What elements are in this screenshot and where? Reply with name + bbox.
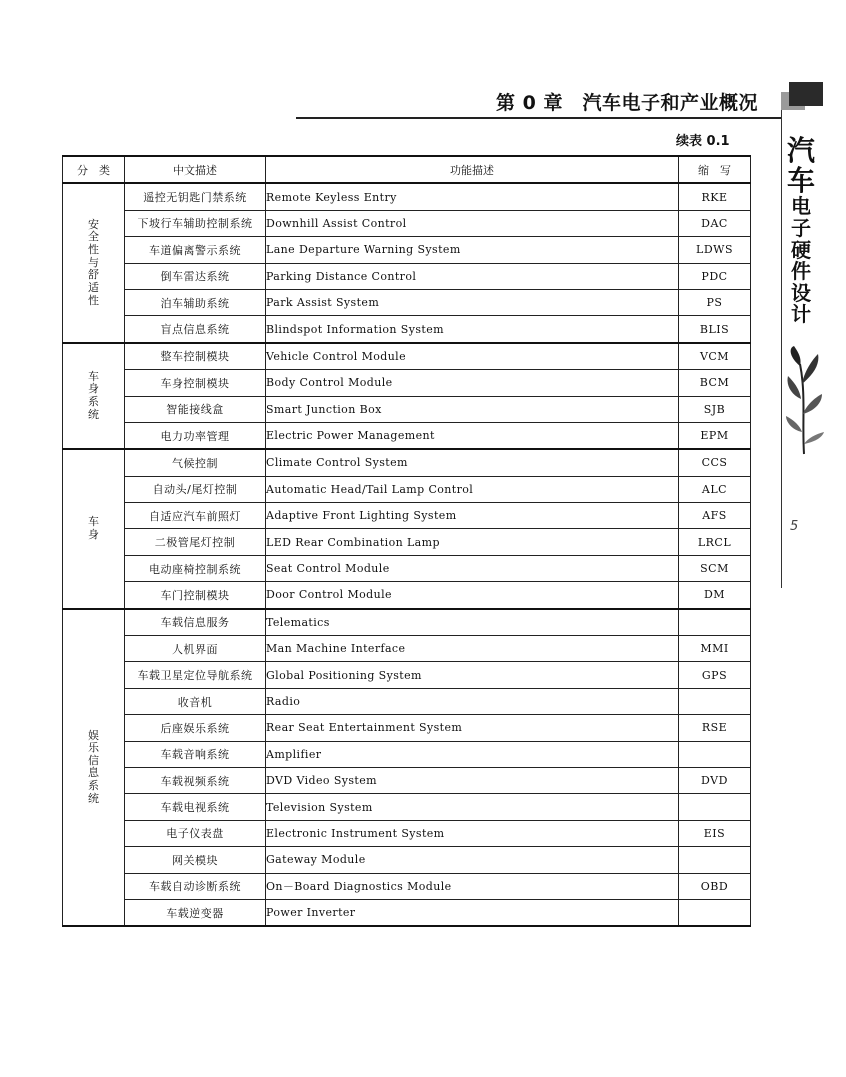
chinese-description-cell: 盲点信息系统 xyxy=(125,316,266,343)
function-description-cell: Power Inverter xyxy=(266,899,679,926)
table-row xyxy=(63,476,751,502)
function-description-cell: Smart Junction Box xyxy=(266,396,679,422)
function-description-cell: Park Assist System xyxy=(266,289,679,315)
function-description-cell: Remote Keyless Entry xyxy=(266,183,679,210)
chinese-description-cell: 车载自动诊断系统 xyxy=(125,873,266,899)
abbreviation-cell: AFS xyxy=(679,503,751,529)
chinese-description-cell: 自动头/尾灯控制 xyxy=(125,476,266,502)
table-row xyxy=(63,662,751,688)
function-description-cell: Door Control Module xyxy=(266,582,679,609)
table-row xyxy=(63,767,751,793)
table-row xyxy=(63,289,751,315)
abbreviation-cell: DM xyxy=(679,582,751,609)
chinese-description-cell: 车道偏离警示系统 xyxy=(125,237,266,263)
abbreviation-cell xyxy=(679,794,751,820)
table-row xyxy=(63,741,751,767)
function-description-cell: Blindspot Information System xyxy=(266,316,679,343)
chinese-description-cell: 车载视频系统 xyxy=(125,767,266,793)
header-rule xyxy=(296,117,782,119)
abbreviation-cell: ALC xyxy=(679,476,751,502)
function-description-cell: Gateway Module xyxy=(266,847,679,873)
chinese-description-cell: 人机界面 xyxy=(125,636,266,662)
table-row xyxy=(63,183,751,210)
chinese-description-cell: 网关模块 xyxy=(125,847,266,873)
abbreviation-cell: LDWS xyxy=(679,237,751,263)
function-description-cell: Man Machine Interface xyxy=(266,636,679,662)
function-description-cell: DVD Video System xyxy=(266,767,679,793)
table-row xyxy=(63,449,751,476)
chinese-description-cell: 车载逆变器 xyxy=(125,899,266,926)
abbreviation-cell: OBD xyxy=(679,873,751,899)
book-title-vertical xyxy=(784,136,818,326)
category-cell: 车 身 xyxy=(63,449,125,608)
table-row xyxy=(63,555,751,581)
table-row xyxy=(63,396,751,422)
abbreviation-cell: BLIS xyxy=(679,316,751,343)
table-row xyxy=(63,263,751,289)
table-row xyxy=(63,820,751,846)
abbreviation-cell xyxy=(679,741,751,767)
sidebar-rule xyxy=(781,110,782,588)
function-description-cell: Rear Seat Entertainment System xyxy=(266,715,679,741)
chinese-description-cell: 电力功率管理 xyxy=(125,422,266,449)
table-row xyxy=(63,636,751,662)
chinese-description-cell: 气候控制 xyxy=(125,449,266,476)
function-description-cell: Automatic Head/Tail Lamp Control xyxy=(266,476,679,502)
abbreviation-cell: PDC xyxy=(679,263,751,289)
table-row xyxy=(63,343,751,370)
abbreviation-cell xyxy=(679,609,751,636)
column-header-function: 功能描述 xyxy=(266,156,679,183)
abbreviation-cell: BCM xyxy=(679,370,751,396)
table-row xyxy=(63,237,751,263)
function-description-cell: Vehicle Control Module xyxy=(266,343,679,370)
table-row xyxy=(63,794,751,820)
book-title-char: 子 xyxy=(791,216,811,241)
column-header-category: 分 类 xyxy=(63,156,125,183)
category-cell: 车 身 系 统 xyxy=(63,343,125,450)
chinese-description-cell: 车身控制模块 xyxy=(125,370,266,396)
chinese-description-cell: 二极管尾灯控制 xyxy=(125,529,266,555)
abbreviation-cell: LRCL xyxy=(679,529,751,555)
abbreviation-cell xyxy=(679,847,751,873)
chapter-title: 第 0 章 汽车电子和产业概况 xyxy=(496,92,758,114)
corner-decoration xyxy=(781,82,823,110)
chinese-description-cell: 智能接线盒 xyxy=(125,396,266,422)
chinese-description-cell: 遥控无钥匙门禁系统 xyxy=(125,183,266,210)
chinese-description-cell: 收音机 xyxy=(125,688,266,714)
page-number: 5 xyxy=(790,519,799,534)
table-row xyxy=(63,529,751,555)
acronym-table xyxy=(62,155,751,927)
category-cell: 安 全 性 与 舒 适 性 xyxy=(63,183,125,342)
table-header-row xyxy=(63,156,751,183)
book-title-char: 件 xyxy=(791,259,811,284)
table-row xyxy=(63,503,751,529)
function-description-cell: Parking Distance Control xyxy=(266,263,679,289)
abbreviation-cell: EIS xyxy=(679,820,751,846)
chinese-description-cell: 车载信息服务 xyxy=(125,609,266,636)
function-description-cell: Adaptive Front Lighting System xyxy=(266,503,679,529)
book-title-char: 电 xyxy=(791,194,811,219)
chinese-description-cell: 车载电视系统 xyxy=(125,794,266,820)
book-title-char: 车 xyxy=(786,164,815,198)
abbreviation-cell: SCM xyxy=(679,555,751,581)
table-body xyxy=(63,183,751,926)
column-header-chinese: 中文描述 xyxy=(125,156,266,183)
function-description-cell: Seat Control Module xyxy=(266,555,679,581)
abbreviation-cell: CCS xyxy=(679,449,751,476)
table-row xyxy=(63,609,751,636)
function-description-cell: Global Positioning System xyxy=(266,662,679,688)
table-row xyxy=(63,847,751,873)
category-cell: 娱 乐 信 息 系 统 xyxy=(63,609,125,927)
chinese-description-cell: 后座娱乐系统 xyxy=(125,715,266,741)
table-row xyxy=(63,370,751,396)
function-description-cell: Body Control Module xyxy=(266,370,679,396)
table-row xyxy=(63,422,751,449)
chinese-description-cell: 电动座椅控制系统 xyxy=(125,555,266,581)
chinese-description-cell: 自适应汽车前照灯 xyxy=(125,503,266,529)
book-title-char: 计 xyxy=(791,302,811,327)
function-description-cell: Amplifier xyxy=(266,741,679,767)
chinese-description-cell: 泊车辅助系统 xyxy=(125,289,266,315)
function-description-cell: LED Rear Combination Lamp xyxy=(266,529,679,555)
table-row xyxy=(63,899,751,926)
function-description-cell: Television System xyxy=(266,794,679,820)
abbreviation-cell: PS xyxy=(679,289,751,315)
abbreviation-cell: DVD xyxy=(679,767,751,793)
table-row xyxy=(63,873,751,899)
function-description-cell: Telematics xyxy=(266,609,679,636)
book-title-char: 设 xyxy=(791,280,811,305)
chinese-description-cell: 车门控制模块 xyxy=(125,582,266,609)
abbreviation-cell: VCM xyxy=(679,343,751,370)
plant-illustration xyxy=(784,344,824,456)
chinese-description-cell: 整车控制模块 xyxy=(125,343,266,370)
table-row xyxy=(63,582,751,609)
function-description-cell: Lane Departure Warning System xyxy=(266,237,679,263)
abbreviation-cell: MMI xyxy=(679,636,751,662)
function-description-cell: Electronic Instrument System xyxy=(266,820,679,846)
chinese-description-cell: 下坡行车辅助控制系统 xyxy=(125,210,266,236)
table-continued-label: 续表 0.1 xyxy=(676,134,730,149)
abbreviation-cell: SJB xyxy=(679,396,751,422)
function-description-cell: Downhill Assist Control xyxy=(266,210,679,236)
book-title-char: 硬 xyxy=(791,237,811,262)
chinese-description-cell: 电子仪表盘 xyxy=(125,820,266,846)
table-row xyxy=(63,316,751,343)
function-description-cell: Radio xyxy=(266,688,679,714)
abbreviation-cell: RSE xyxy=(679,715,751,741)
chinese-description-cell: 倒车雷达系统 xyxy=(125,263,266,289)
chinese-description-cell: 车载音响系统 xyxy=(125,741,266,767)
abbreviation-cell xyxy=(679,899,751,926)
function-description-cell: On－Board Diagnostics Module xyxy=(266,873,679,899)
abbreviation-cell: EPM xyxy=(679,422,751,449)
function-description-cell: Climate Control System xyxy=(266,449,679,476)
abbreviation-cell: DAC xyxy=(679,210,751,236)
chinese-description-cell: 车载卫星定位导航系统 xyxy=(125,662,266,688)
table-row xyxy=(63,210,751,236)
column-header-abbreviation: 缩 写 xyxy=(679,156,751,183)
table-row xyxy=(63,715,751,741)
abbreviation-cell: RKE xyxy=(679,183,751,210)
abbreviation-cell xyxy=(679,688,751,714)
book-title-char: 汽 xyxy=(786,134,815,167)
abbreviation-cell: GPS xyxy=(679,662,751,688)
function-description-cell: Electric Power Management xyxy=(266,422,679,449)
table-row xyxy=(63,688,751,714)
